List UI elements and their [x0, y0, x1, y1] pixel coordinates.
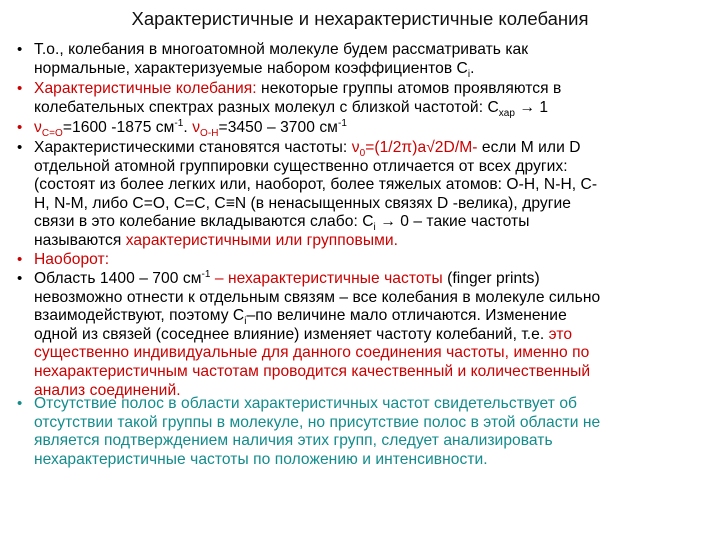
bullet-text — [34, 119, 708, 138]
bullet-text — [34, 41, 708, 78]
formula: =(1/2π)a√2D/M- — [365, 139, 478, 156]
nu-symbol: ν — [192, 119, 201, 136]
slide-title: Характеристичные и нехарактеристичные колебания — [131, 8, 589, 29]
text-fragment: взаимодействуют, поэтому С — [34, 307, 245, 325]
text-fragment: . — [470, 59, 475, 77]
text-line: является подтверждением наличия этих групп, следует анализировать — [34, 432, 553, 450]
highlight-red: характеристичными или групповыми. — [125, 231, 399, 249]
text-line: невозможно отнести к отдельным связям – все колебания в молекуле сильно — [34, 288, 601, 306]
text-fragment: → 1 — [514, 98, 549, 116]
highlight-red: существенно индивидуальные для данного соединения частоты, именно по — [34, 344, 590, 362]
text-fragment: называются — [34, 231, 126, 249]
highlight-red: Наоборот: — [34, 251, 110, 268]
text-fragment: → 0 – такие частоты — [375, 213, 530, 231]
text-fragment: . — [183, 119, 193, 136]
superscript: -1 — [174, 117, 184, 129]
text-fragment: =1600 -1875 см — [62, 119, 175, 136]
text-fragment: одной из связей (соседнее влияние) изменяет частоту колебаний, т.е. — [34, 325, 545, 343]
text-line: отдельной атомной группировки существенно отличается от всех других: — [34, 157, 568, 175]
bullet-dot-icon: • — [17, 119, 23, 136]
bullet-text — [34, 395, 708, 469]
nu-symbol: ν — [351, 139, 360, 156]
subscript: хар — [498, 107, 515, 119]
highlight-red: Характеристичные колебания: — [34, 80, 257, 97]
bullet-text — [34, 270, 708, 400]
subscript: i — [373, 222, 376, 234]
text-fragment: –по величине мало отличаются. Изменение — [246, 307, 567, 325]
text-fragment: некоторые группы атомов проявляются в — [256, 80, 562, 97]
text-line: H, N-M, либо С=О, С=С, C≡N (в ненасыщенных связях D -велика), другие — [34, 194, 571, 212]
text-line: отсутствии такой группы в молекуле, но присутствие полос в этой области не — [34, 413, 601, 431]
text-fragment: (finger prints) — [442, 270, 540, 287]
text-fragment: если М или D — [477, 139, 581, 156]
subscript: 0 — [359, 148, 366, 160]
subscript: i — [244, 316, 247, 328]
highlight-red: – нехарактеристичные частоты — [210, 270, 443, 287]
highlight-red: это — [544, 325, 573, 343]
bullet-dot-icon: • — [17, 139, 23, 156]
text-fragment: Область 1400 – 700 см — [34, 270, 202, 287]
text-line: нормальные, характеризуемые набором коэффициентов С — [34, 59, 468, 77]
highlight-red: нехарактеристичным частотам проводится качественный и количественный — [34, 362, 591, 380]
superscript: -1 — [201, 268, 211, 280]
subscript: C=O — [41, 128, 63, 140]
bullet-text — [34, 139, 708, 251]
bullet-dot-icon: • — [17, 270, 23, 287]
subscript: O-H — [200, 128, 219, 140]
text-line: Отсутствие полос в области характеристичных частот свидетельствует об — [34, 395, 578, 412]
text-line: нехарактеристичные частоты по положению и интенсивности. — [34, 450, 488, 468]
highlight-red: анализ соединений. — [34, 381, 181, 399]
text-fragment: Характеристическими становятся частоты: — [34, 139, 352, 156]
text-line: (состоят из более легких или, наоборот, более тяжелых атомов: O-H, N-H, C- — [34, 176, 598, 194]
bullet-dot-icon: • — [17, 80, 23, 97]
superscript: -1 — [337, 117, 347, 129]
subscript: i — [467, 68, 471, 80]
bullet-text — [34, 251, 708, 270]
text-line: колебательных спектрах разных молекул с близкой частотой: С — [34, 98, 499, 116]
bullet-dot-icon: • — [17, 41, 23, 58]
bullet-dot-icon: • — [17, 251, 23, 268]
nu-symbol: ν — [34, 119, 42, 136]
text-line: Т.о., колебания в многоатомной молекуле будем рассматривать как — [34, 41, 529, 58]
text-fragment: связи в это колебание вкладываются слабо: С — [34, 213, 374, 231]
text-fragment: =3450 – 3700 см — [218, 119, 338, 136]
bullet-dot-icon: • — [17, 395, 23, 412]
bullet-text — [34, 80, 708, 117]
